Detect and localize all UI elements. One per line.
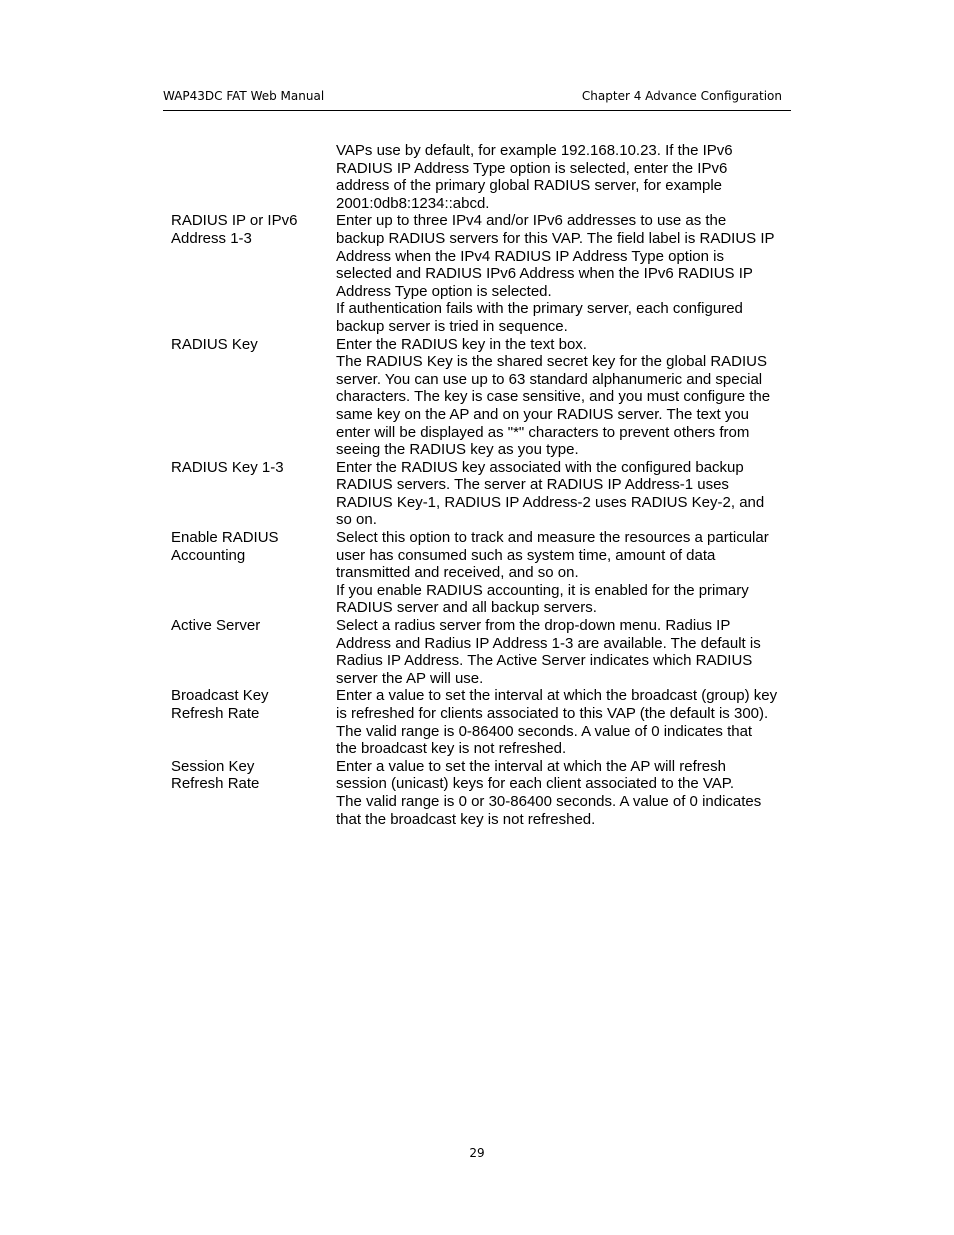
parameter-name-line: RADIUS IP or IPv6 (171, 212, 298, 230)
parameter-description (336, 758, 796, 828)
description-line: Enter the RADIUS key associated with the configured backup (336, 458, 744, 476)
description-line: If authentication fails with the primary server, each configured (336, 300, 743, 318)
description-line: Enter the RADIUS key in the text box. (336, 335, 587, 353)
description-line: The valid range is 0-86400 seconds. A value of 0 indicates that (336, 722, 753, 740)
parameter-description (336, 142, 796, 212)
description-line: Select this option to track and measure the resources a particular (336, 529, 769, 547)
description-line: The valid range is 0 or 30-86400 seconds. A value of 0 indicates (336, 792, 762, 810)
parameter-description (336, 617, 796, 687)
description-line: server the AP will use. (336, 669, 484, 687)
description-line: 2001:0db8:1234::abcd. (336, 194, 490, 212)
parameter-row (171, 459, 801, 529)
parameter-name-line: Address 1-3 (171, 229, 252, 247)
parameter-row (171, 617, 801, 687)
description-line: so on. (336, 511, 377, 529)
chapter-title: Chapter 4 Advance Configuration (581, 89, 782, 103)
description-line: Address when the IPv4 RADIUS IP Address Type option is (336, 247, 724, 265)
description-line: enter will be displayed as "*" characters to prevent others from (336, 423, 750, 441)
parameter-name-line: Active Server (171, 617, 261, 635)
parameter-row (171, 212, 801, 335)
parameter-name (171, 459, 336, 529)
parameter-row (171, 336, 801, 459)
parameter-row (171, 529, 801, 617)
parameter-row (171, 758, 801, 828)
parameter-description (336, 459, 796, 529)
parameter-name-line: Enable RADIUS (171, 529, 279, 547)
parameter-description (336, 687, 796, 757)
description-line: Enter a value to set the interval at which the broadcast (group) key (336, 687, 778, 705)
parameter-name-line: Broadcast Key (171, 687, 269, 705)
parameter-name (171, 142, 336, 212)
document-title: WAP43DC FAT Web Manual (163, 89, 325, 103)
page-number: 29 (469, 1146, 485, 1160)
description-line: user has consumed such as system time, amount of data (336, 546, 716, 564)
parameter-name (171, 529, 336, 617)
description-line: If you enable RADIUS accounting, it is enabled for the primary (336, 581, 749, 599)
parameter-name-line: Session Key (171, 757, 255, 775)
description-line: Enter a value to set the interval at which the AP will refresh (336, 757, 726, 775)
parameter-name-line: RADIUS Key (171, 335, 258, 353)
parameter-description (336, 529, 796, 617)
description-line: VAPs use by default, for example 192.168.10.23. If the IPv6 (336, 142, 733, 159)
description-line: same key on the AP and on your RADIUS server. The text you (336, 405, 749, 423)
description-line: transmitted and received, and so on. (336, 564, 579, 582)
description-line: Address and Radius IP Address 1-3 are available. The default is (336, 634, 761, 652)
parameter-name-line: Refresh Rate (171, 705, 260, 722)
description-line: Address Type option is selected. (336, 282, 552, 300)
parameter-row (171, 687, 801, 757)
description-line: the broadcast key is not refreshed. (336, 740, 567, 758)
description-line: that the broadcast key is not refreshed. (336, 810, 596, 828)
description-line: Radius IP Address. The Active Server indicates which RADIUS (336, 652, 753, 670)
description-line: Select a radius server from the drop-down menu. Radius IP (336, 617, 731, 635)
description-line: seeing the RADIUS key as you type. (336, 441, 579, 459)
parameter-description (336, 212, 796, 335)
description-line: RADIUS IP Address Type option is selected, enter the IPv6 (336, 159, 728, 177)
description-line: RADIUS Key-1, RADIUS IP Address-2 uses RADIUS Key-2, and (336, 493, 765, 511)
description-line: backup RADIUS servers for this VAP. The field label is RADIUS IP (336, 229, 775, 247)
description-line: server. You can use up to 63 standard alphanumeric and special (336, 370, 763, 388)
parameter-table (171, 142, 801, 828)
parameter-name (171, 212, 336, 335)
parameter-name (171, 336, 336, 459)
parameter-description (336, 336, 796, 459)
parameter-name (171, 687, 336, 757)
parameter-name-line: Accounting (171, 546, 246, 564)
parameter-name (171, 758, 336, 828)
description-line: backup server is tried in sequence. (336, 317, 568, 335)
description-line: address of the primary global RADIUS server, for example (336, 177, 722, 195)
description-line: selected and RADIUS IPv6 Address when the IPv6 RADIUS IP (336, 265, 753, 283)
parameter-name-line: RADIUS Key 1-3 (171, 458, 284, 476)
parameter-name (171, 617, 336, 687)
description-line: session (unicast) keys for each client associated to the VAP. (336, 775, 734, 793)
parameter-row (171, 142, 801, 212)
description-line: is refreshed for clients associated to this VAP (the default is 300). (336, 705, 769, 722)
description-line: RADIUS server and all backup servers. (336, 599, 597, 617)
page-header (163, 86, 791, 111)
description-line: Enter up to three IPv4 and/or IPv6 addresses to use as the (336, 212, 727, 230)
description-line: RADIUS servers. The server at RADIUS IP Address-1 uses (336, 476, 729, 494)
description-line: characters. The key is case sensitive, and you must configure the (336, 388, 771, 406)
description-line: The RADIUS Key is the shared secret key for the global RADIUS (336, 353, 768, 371)
parameter-name-line: Refresh Rate (171, 775, 260, 793)
